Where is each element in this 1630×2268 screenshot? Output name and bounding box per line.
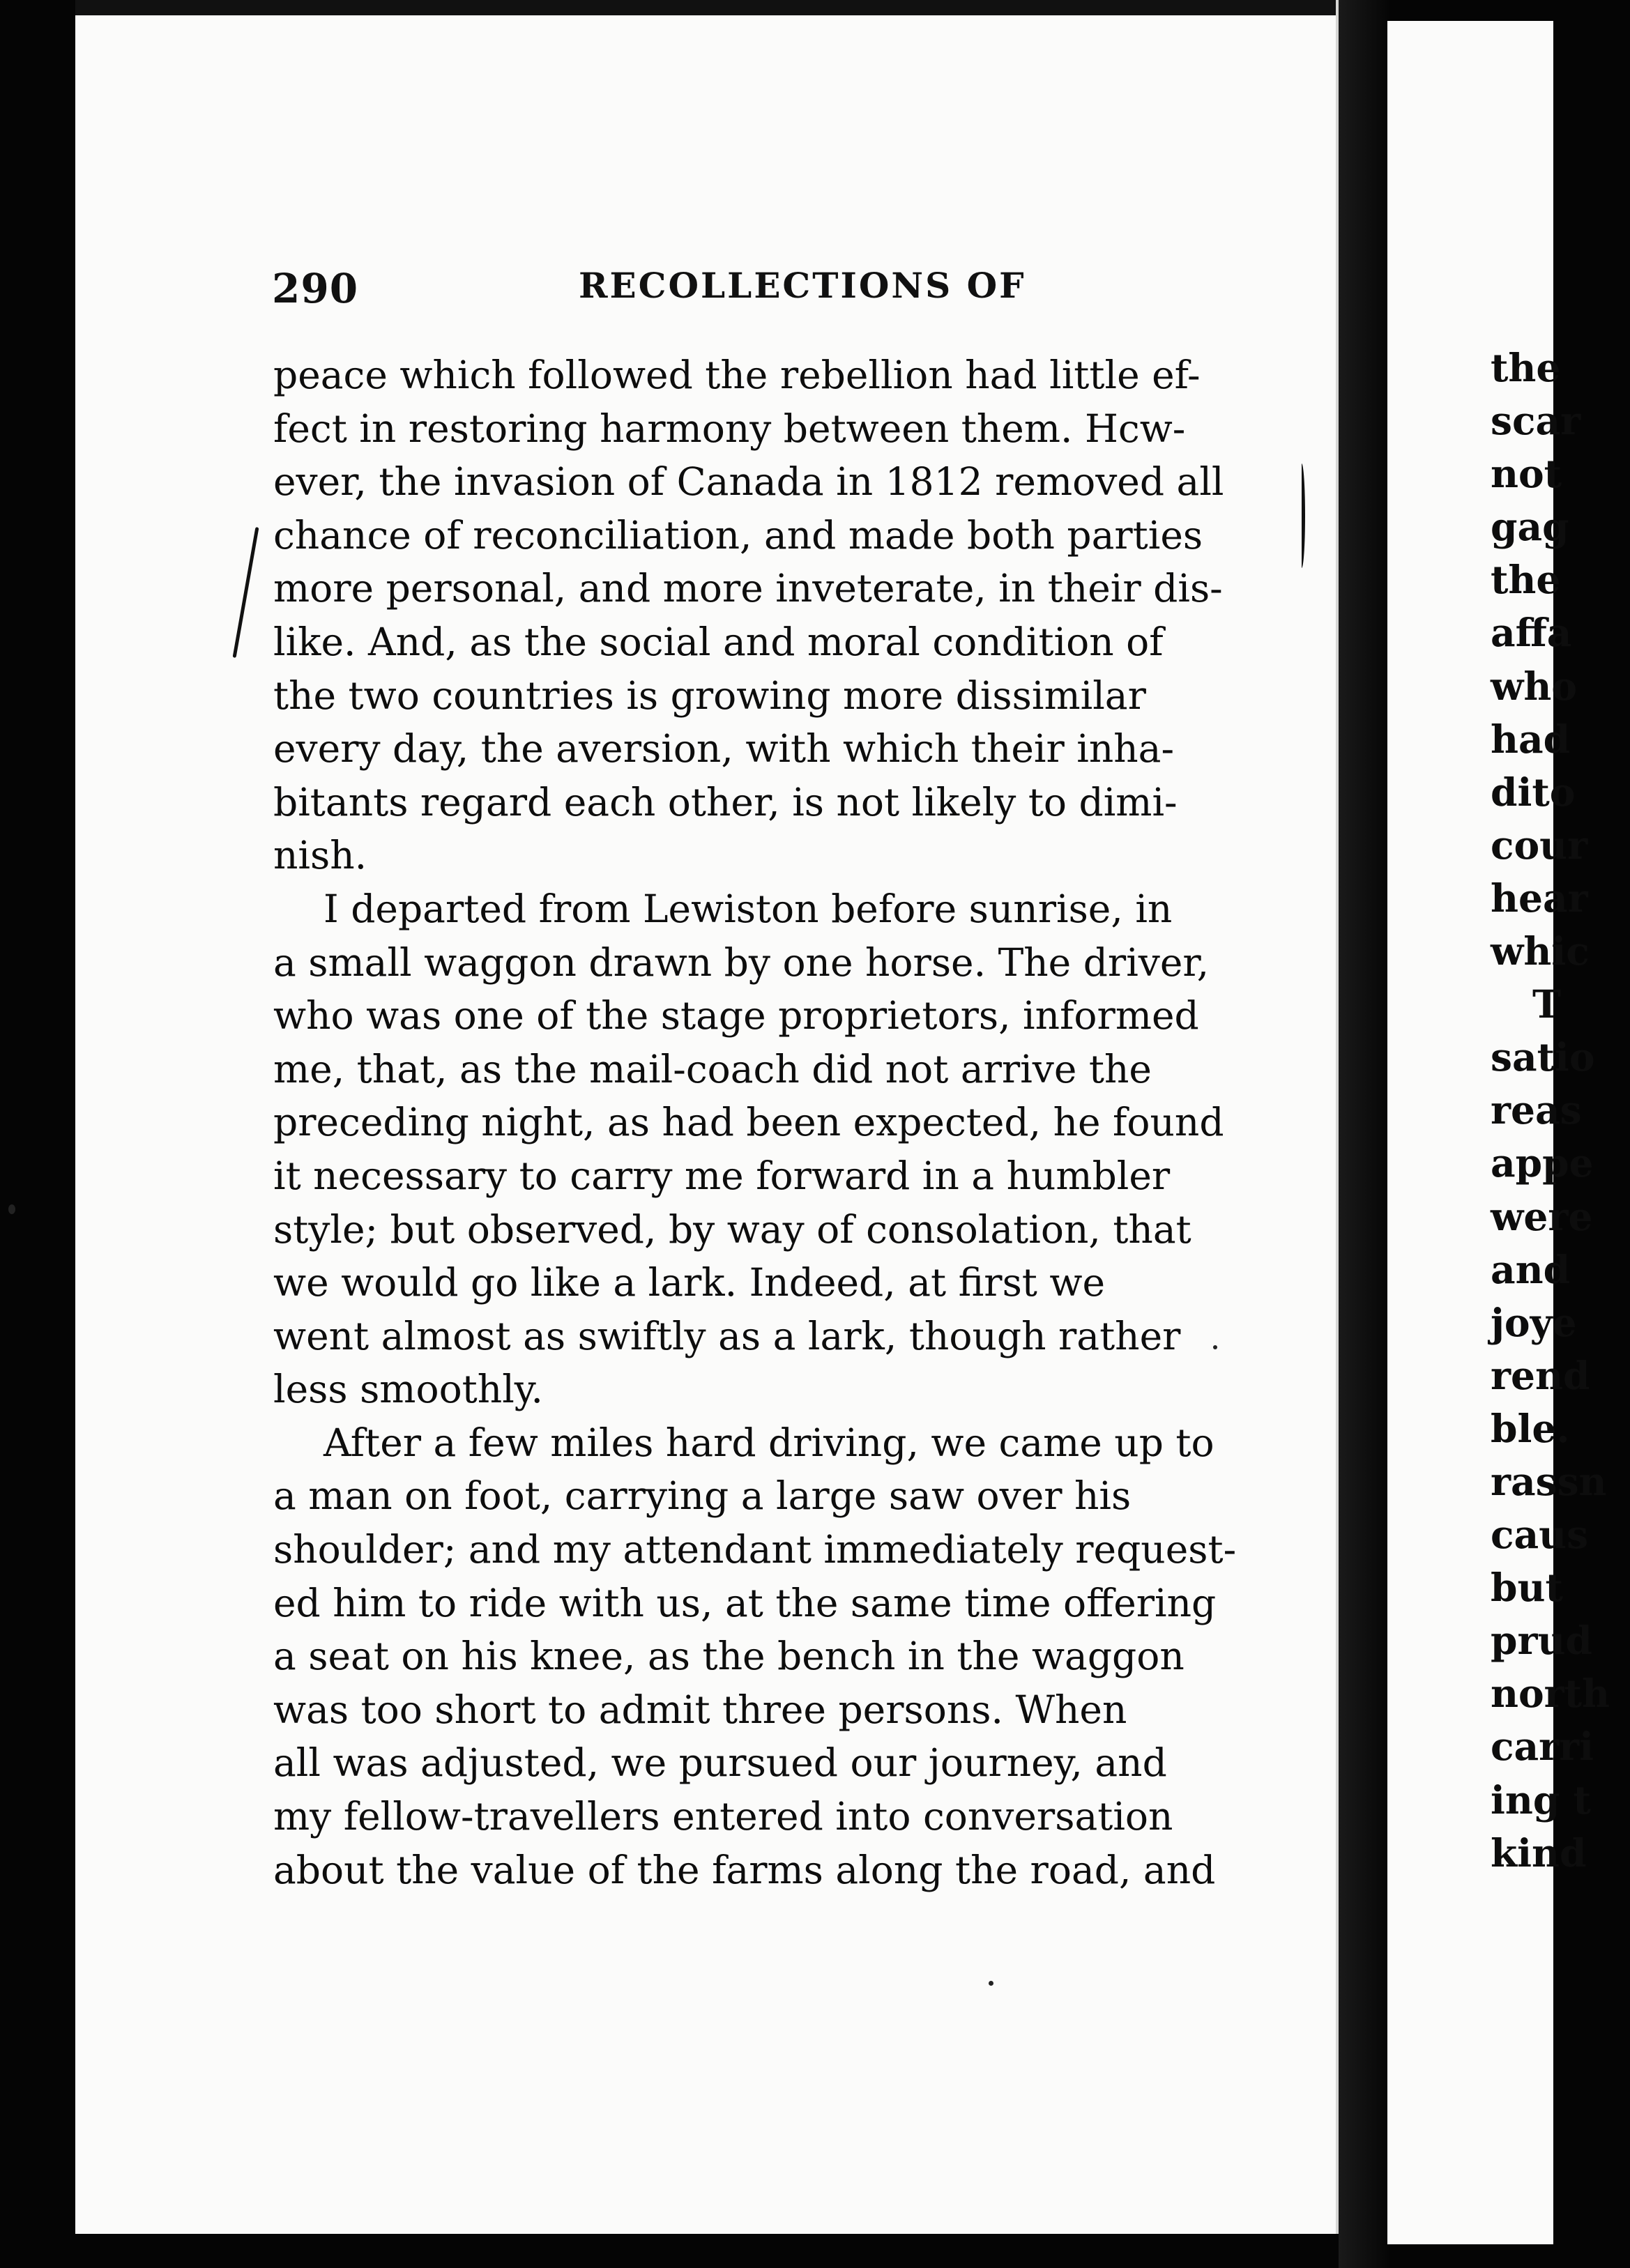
text-line: appe: [1491, 1140, 1594, 1186]
text-line: dito: [1491, 769, 1576, 815]
text-line: chance of reconciliation, and made both parties: [273, 512, 1203, 558]
text-line: a seat on his knee, as the bench in the waggon: [273, 1634, 1185, 1679]
text-line: me, that, as the mail-coach did not arrive the: [273, 1046, 1152, 1091]
text-line: ever, the invasion of Canada in 1812 removed all: [273, 459, 1224, 505]
text-line: a man on foot, carrying a large saw over his: [273, 1473, 1132, 1519]
text-line: caus: [1491, 1512, 1589, 1558]
text-line: my fellow-travellers entered into conversation: [273, 1794, 1173, 1839]
page-number: 290: [272, 265, 359, 312]
text-line: joye: [1491, 1299, 1577, 1345]
book-gutter: [1339, 0, 1389, 2268]
text-line: shoulder; and my attendant immediately request-: [273, 1527, 1237, 1572]
text-line: more personal, and more inveterate, in their dis-: [273, 566, 1223, 611]
text-line: nish.: [273, 833, 367, 878]
ink-speck: [989, 1981, 993, 1986]
text-line: whic: [1491, 928, 1590, 974]
text-line: about the value of the farms along the road, and: [273, 1847, 1216, 1892]
text-line: every day, the aversion, with which their inha-: [273, 726, 1175, 772]
text-line: north: [1491, 1671, 1610, 1717]
text-line: a small waggon drawn by one horse. The driver,: [273, 940, 1210, 985]
text-line: ble.: [1491, 1405, 1570, 1451]
text-line: scar: [1491, 398, 1581, 444]
right-page-text: [1491, 342, 1630, 1880]
text-line: who was one of the stage proprietors, informed: [273, 993, 1199, 1039]
text-line: who: [1491, 663, 1578, 709]
text-line: ed him to ride with us, at the same time offering: [273, 1580, 1217, 1625]
running-title: RECOLLECTIONS OF: [579, 265, 1026, 306]
text-line: reas: [1491, 1087, 1582, 1133]
paragraph-first-line: T: [1532, 981, 1561, 1027]
text-line: it necessary to carry me forward in a humbler: [273, 1153, 1171, 1198]
paragraph-first-line: After a few miles hard driving, we came up to: [323, 1420, 1214, 1465]
ink-speck: [8, 1204, 15, 1214]
text-line: fect in restoring harmony between them. Hcw-: [273, 406, 1186, 451]
text-line: the: [1491, 345, 1561, 390]
text-line: and: [1491, 1246, 1571, 1292]
text-line: cour: [1491, 822, 1588, 868]
text-line: satio: [1491, 1034, 1595, 1080]
text-line: bitants regard each other, is not likely to dimi-: [273, 779, 1178, 825]
text-line: preceding night, as had been expected, he found: [273, 1100, 1224, 1145]
running-head: [272, 265, 1248, 321]
text-line: ing t: [1491, 1777, 1591, 1823]
text-line: style; but observed, by way of consolation, that: [273, 1206, 1191, 1252]
text-line: not: [1491, 451, 1562, 497]
text-line: carri: [1491, 1724, 1594, 1770]
text-line: affa: [1491, 610, 1572, 656]
text-line: prud: [1491, 1618, 1592, 1664]
body-text: [273, 348, 1242, 1897]
text-line: like. And, as the social and moral condition of: [273, 619, 1164, 664]
margin-bracket-mark-right: [1298, 463, 1305, 568]
text-line: rend: [1491, 1352, 1590, 1398]
text-line: went almost as swiftly as a lark, though rather: [273, 1313, 1181, 1358]
text-line: were: [1491, 1193, 1593, 1239]
text-line: kind: [1491, 1830, 1587, 1876]
text-line: the: [1491, 557, 1561, 603]
paragraph-first-line: I departed from Lewiston before sunrise, in: [323, 886, 1173, 931]
text-line: but: [1491, 1565, 1563, 1611]
text-line: had: [1491, 716, 1571, 762]
page-top-shadow: [75, 0, 1339, 15]
text-line: gag: [1491, 504, 1569, 550]
text-line: hear: [1491, 875, 1588, 921]
text-line: rassn: [1491, 1458, 1607, 1504]
text-line: was too short to admit three persons. When: [273, 1687, 1127, 1732]
text-line: the two countries is growing more dissimilar: [273, 673, 1146, 718]
text-line: peace which followed the rebellion had little ef-: [273, 353, 1201, 397]
text-line: all was adjusted, we pursued our journey, and: [273, 1740, 1167, 1786]
text-line: we would go like a lark. Indeed, at first we: [273, 1260, 1106, 1305]
text-line: less smoothly.: [273, 1367, 544, 1412]
